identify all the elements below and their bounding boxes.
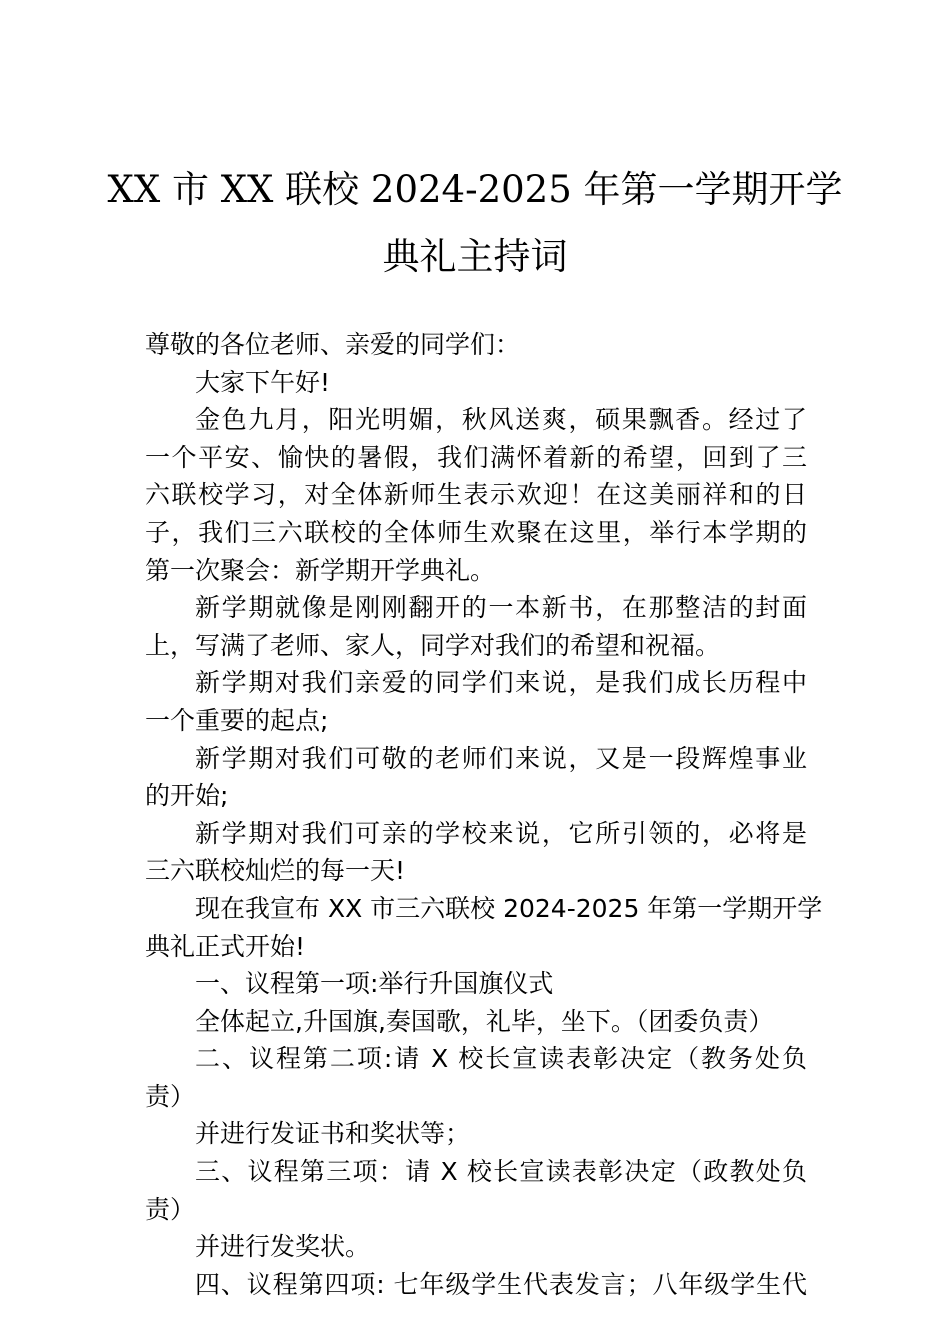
agenda-detail: 并进行发证书和奖状等； xyxy=(195,1119,471,1149)
body-line: 典礼正式开始! xyxy=(145,931,306,961)
body-line: 一个重要的起点; xyxy=(145,705,329,735)
body-line: 现在我宣布 XX 市三六联校 2024-2025 年第一学期开学 xyxy=(195,893,823,923)
document-title-line-2: 典礼主持词 xyxy=(382,235,568,278)
body-line: 三六联校灿烂的每一天! xyxy=(145,856,406,886)
agenda-item-2: 二、议程第二项:请 X 校长宣读表彰决定（教务处负 xyxy=(195,1044,807,1074)
body-line: 的开始; xyxy=(145,781,229,811)
body-line: 新学期对我们亲爱的同学们来说，是我们成长历程中 xyxy=(195,668,807,698)
document-body xyxy=(145,326,823,1303)
body-line: 新学期对我们可敬的老师们来说，又是一段辉煌事业 xyxy=(195,743,807,773)
body-line: 子，我们三六联校的全体师生欢聚在这里，举行本学期的 xyxy=(145,517,807,547)
agenda-item-3-cont: 责） xyxy=(145,1194,196,1224)
agenda-item-1: 一、议程第一项:举行升国旗仪式 xyxy=(195,969,554,999)
greeting-line: 大家下午好! xyxy=(195,367,331,397)
document-title-line-1: XX 市 XX 联校 2024-2025 年第一学期开学 xyxy=(107,168,843,211)
body-line: 第一次聚会：新学期开学典礼。 xyxy=(145,555,496,585)
body-line: 六联校学习，对全体新师生表示欢迎！在这美丽祥和的日 xyxy=(145,480,807,510)
body-line: 金色九月，阳光明媚，秋风送爽，硕果飘香。经过了 xyxy=(195,405,807,435)
body-line: 新学期就像是刚刚翻开的一本新书，在那整洁的封面 xyxy=(195,593,807,623)
agenda-item-3: 三、议程第三项：请 X 校长宣读表彰决定（政教处负 xyxy=(195,1157,807,1187)
agenda-detail: 全体起立,升国旗,奏国歌，礼毕，坐下。（团委负责） xyxy=(195,1006,774,1036)
agenda-item-2-cont: 责） xyxy=(145,1081,196,1111)
body-line: 上，写满了老师、家人，同学对我们的希望和祝福。 xyxy=(145,630,721,660)
body-line: 一个平安、愉快的暑假，我们满怀着新的希望，回到了三 xyxy=(145,442,807,472)
body-line: 新学期对我们可亲的学校来说，它所引领的，必将是 xyxy=(195,818,807,848)
agenda-detail: 并进行发奖状。 xyxy=(195,1232,371,1262)
salutation-line: 尊敬的各位老师、亲爱的同学们： xyxy=(145,330,521,359)
agenda-item-4: 四、议程第四项: 七年级学生代表发言；八年级学生代 xyxy=(195,1269,807,1299)
